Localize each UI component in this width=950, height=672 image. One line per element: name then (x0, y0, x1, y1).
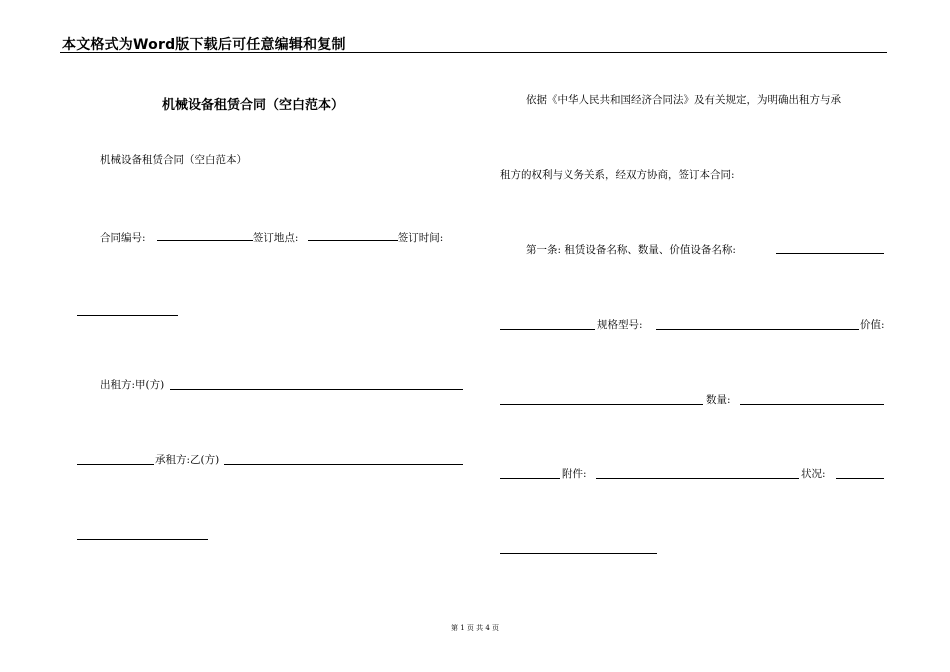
contract-subtitle: 机械设备租赁合同（空白范本） (100, 154, 247, 166)
intro-line-1: 依据《中华人民共和国经济合同法》及有关规定，为明确出租方与承 (526, 94, 841, 106)
intro-line-2: 租方的权利与义务关系，经双方协商，签订本合同: (500, 169, 735, 181)
contract-no-label: 合同编号: (100, 232, 146, 244)
condition-field[interactable] (836, 478, 884, 479)
equipment-name-field[interactable] (776, 253, 884, 254)
header-rule (60, 52, 887, 53)
lessee-field[interactable] (224, 464, 463, 465)
sign-time-field[interactable] (77, 315, 178, 316)
equipment-name-field-cont[interactable] (500, 329, 595, 330)
lessor-row (100, 378, 164, 392)
qty-field-cont[interactable] (500, 478, 560, 479)
article-1-label: 第一条: 租赁设备名称、数量、价值设备名称: (526, 244, 736, 256)
condition-field-cont[interactable] (500, 553, 657, 554)
spec-field[interactable] (656, 329, 859, 330)
lessor-label: 出租方:甲(方) (100, 379, 165, 391)
sign-place-label: 签订地点: (252, 232, 299, 244)
qty-label: 数量: (706, 394, 731, 406)
value-field[interactable] (500, 404, 703, 405)
sign-place-field[interactable] (308, 229, 398, 241)
attachment-field[interactable] (596, 478, 799, 479)
qty-field[interactable] (740, 404, 884, 405)
lessee-field-cont[interactable] (77, 539, 208, 540)
condition-label: 状况: (801, 468, 826, 480)
contract-info-row (100, 229, 443, 245)
page-footer: 第 1 页 共 4 页 (450, 624, 500, 632)
document-header: 本文格式为Word版下载后可任意编辑和复制 (62, 37, 346, 53)
contract-title: 机械设备租赁合同（空白范本） (162, 98, 345, 113)
value-label: 价值: (860, 319, 885, 331)
sign-time-label: 签订时间: (397, 232, 444, 244)
contract-no-field[interactable] (157, 229, 253, 241)
lessor-field[interactable] (170, 389, 463, 390)
spec-label: 规格型号: (597, 319, 643, 331)
lessor-field-cont[interactable] (77, 464, 154, 465)
lessee-label: 承租方:乙(方) (155, 454, 220, 466)
attachment-label: 附件: (562, 468, 587, 480)
